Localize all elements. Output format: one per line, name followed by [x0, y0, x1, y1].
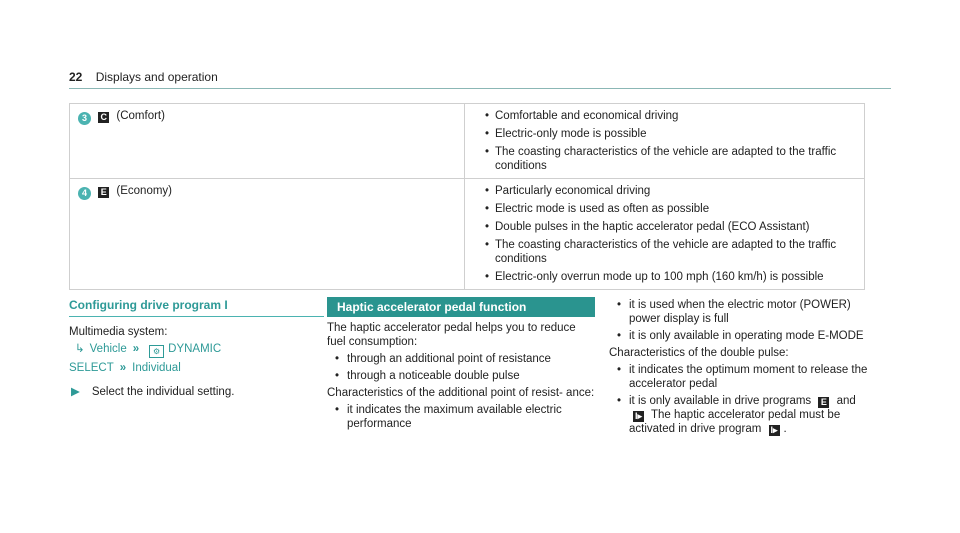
list-item: • it indicates the optimum moment to release the accelerator pedal	[617, 363, 869, 391]
list-item: • it indicates the maximum available electric performance	[335, 403, 595, 431]
list-item: • through a noticeable double pulse	[335, 369, 595, 383]
double-chevron-icon: »	[119, 362, 127, 374]
intro-text: Multimedia system:	[69, 326, 168, 338]
characteristics-text: Characteristics of the double pulse:	[609, 347, 789, 359]
list-item: • Electric mode is used as often as possible	[485, 202, 852, 216]
configure-section	[69, 298, 324, 402]
section-heading: Haptic accelerator pedal function	[327, 297, 595, 317]
haptic-section-cont	[609, 298, 869, 439]
list-item: • The coasting characteristics of the vehicle are adapted to the traffic conditions	[485, 238, 852, 266]
page-header	[69, 70, 218, 84]
header-divider	[69, 88, 891, 89]
table-row	[70, 179, 864, 289]
list-item: • Electric-only mode is possible	[485, 127, 852, 141]
and-text: and	[836, 395, 856, 407]
list-item: • Double pulses in the haptic accelerator pedal (ECO Assistant)	[485, 220, 852, 234]
activation-text: The haptic accelerator pedal must be activated in drive program	[629, 409, 841, 435]
list-item: • it is only available in operating mode E-MODE	[617, 329, 869, 343]
mode-cell	[70, 104, 465, 178]
haptic-section	[327, 297, 595, 434]
section-heading: Configuring drive program I	[69, 298, 324, 317]
comfort-mode-icon: C	[98, 112, 109, 123]
bullet-list	[327, 403, 595, 431]
bullet-list	[609, 298, 869, 343]
list-item: • Electric-only overrun mode up to 100 mph (160 km/h) is possible	[485, 270, 852, 284]
intro-text: The haptic accelerator pedal helps you to reduce fuel consumption:	[327, 322, 576, 348]
list-item: • it is only available in drive programs E and I▸ The haptic accelerator pedal must be activated in drive program I▸ .	[617, 394, 869, 436]
individual-mode-icon: I▸	[770, 425, 778, 435]
return-arrow-icon: ↳	[75, 343, 85, 355]
description-cell	[465, 179, 864, 289]
list-item: • The coasting characteristics of the vehicle are adapted to the traffic conditions	[485, 145, 852, 173]
path-dynamic[interactable]: DYNAMIC	[168, 343, 222, 355]
description-cell	[465, 104, 864, 178]
mode-label: (Economy)	[116, 185, 173, 197]
page-number: 22	[69, 70, 83, 84]
instruction-step	[69, 385, 324, 399]
individual-mode-icon: I▸	[634, 411, 643, 421]
path-vehicle[interactable]: Vehicle	[89, 343, 127, 355]
section-title: Displays and operation	[95, 70, 218, 84]
list-item: • Particularly economical driving	[485, 184, 852, 198]
mode-cell	[70, 179, 465, 289]
menu-path	[69, 342, 324, 358]
table-row	[70, 104, 864, 179]
path-individual[interactable]: Individual	[132, 362, 181, 374]
path-select[interactable]: SELECT	[69, 362, 114, 374]
list-item: • through an additional point of resistance	[335, 352, 595, 366]
mode-label: (Comfort)	[116, 110, 165, 122]
action-triangle-icon: ▶	[71, 386, 80, 398]
list-item: • it is used when the electric motor (POWER) power display is full	[617, 298, 869, 326]
bullet-list	[327, 352, 595, 383]
double-chevron-icon: »	[132, 343, 140, 355]
instruction-text: Select the individual setting.	[91, 386, 235, 398]
drive-program-icon: ⚙	[149, 345, 164, 358]
economy-mode-icon: E	[818, 397, 829, 408]
programs-text: it is only available in drive programs	[629, 395, 812, 407]
economy-mode-icon: E	[98, 187, 109, 198]
bullet-list	[609, 363, 869, 436]
number-badge: 3	[78, 112, 91, 125]
drive-program-table	[69, 103, 865, 290]
number-badge: 4	[78, 187, 91, 200]
menu-path-cont	[69, 361, 324, 375]
characteristics-text: Characteristics of the additional point of resist- ance:	[327, 387, 595, 399]
list-item: • Comfortable and economical driving	[485, 109, 852, 123]
